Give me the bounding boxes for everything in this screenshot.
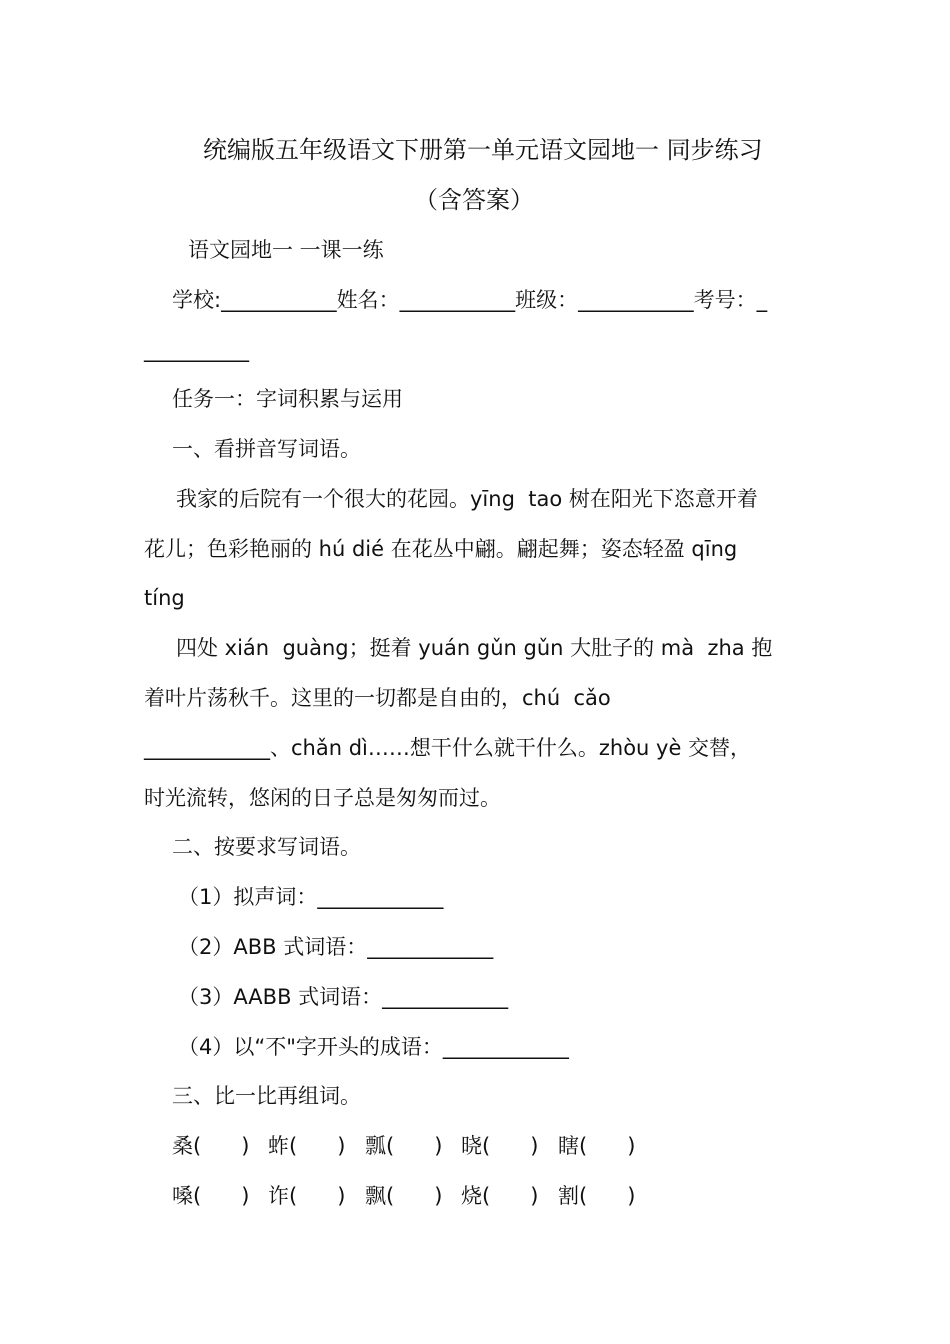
section-heading-3: 三、比一比再组词。	[172, 1084, 361, 1108]
task-heading: 任务一：字词积累与运用	[172, 387, 403, 411]
question-item: （2）ABB 式词语：____________	[178, 935, 494, 959]
question-item: （1）拟声词：____________	[178, 885, 444, 909]
compare-item: 飘( )	[365, 1184, 443, 1208]
compare-item: 晓( )	[461, 1134, 539, 1158]
passage-line: 着叶片荡秋千。这里的一切都是自由的，chú cǎo	[144, 686, 611, 710]
passage-line: 四处 xián guàng；挺着 yuán gǔn gǔn 大肚子的 mà zha 抱	[176, 636, 773, 660]
subtitle: 语文园地一 一课一练	[188, 238, 384, 262]
section-heading-2: 二、按要求写词语。	[172, 835, 361, 859]
question-item: （3）AABB 式词语：____________	[178, 985, 509, 1009]
compare-item: 烧( )	[461, 1184, 539, 1208]
compare-item: 诈( )	[268, 1184, 346, 1208]
compare-row	[172, 1131, 692, 1161]
section-heading-1: 一、看拼音写词语。	[172, 437, 361, 461]
page-title: 统编版五年级语文下册第一单元语文园地一 同步练习	[203, 136, 763, 164]
compare-item: 瓢( )	[365, 1134, 443, 1158]
passage-line: 花儿；色彩艳丽的 hú dié 在花丛中翩。翩起舞；姿态轻盈 qīng	[144, 537, 738, 561]
student-info-line: 学校:___________姓名：___________班级：___________考号：_	[172, 288, 768, 312]
passage-line: 时光流转，悠闲的日子总是匆匆而过。	[144, 786, 501, 810]
question-item: （4）以“不"字开头的成语：____________	[178, 1035, 569, 1059]
compare-row	[172, 1181, 692, 1211]
passage-line: 我家的后院有一个很大的花园。yīng tao 树在阳光下恣意开着	[176, 487, 758, 511]
compare-item: 蚱( )	[268, 1134, 346, 1158]
passage-line: ____________、chǎn dì……想干什么就干什么。zhòu yè 交替，	[144, 736, 752, 760]
student-info-line-continued: __________	[144, 338, 249, 362]
passage-line: tíng	[144, 586, 185, 610]
compare-item: 瞎( )	[558, 1134, 636, 1158]
compare-item: 桑( )	[172, 1134, 250, 1158]
compare-item: 嗓( )	[172, 1184, 250, 1208]
page-title-suffix: （含答案）	[414, 186, 534, 214]
compare-item: 割( )	[558, 1184, 636, 1208]
